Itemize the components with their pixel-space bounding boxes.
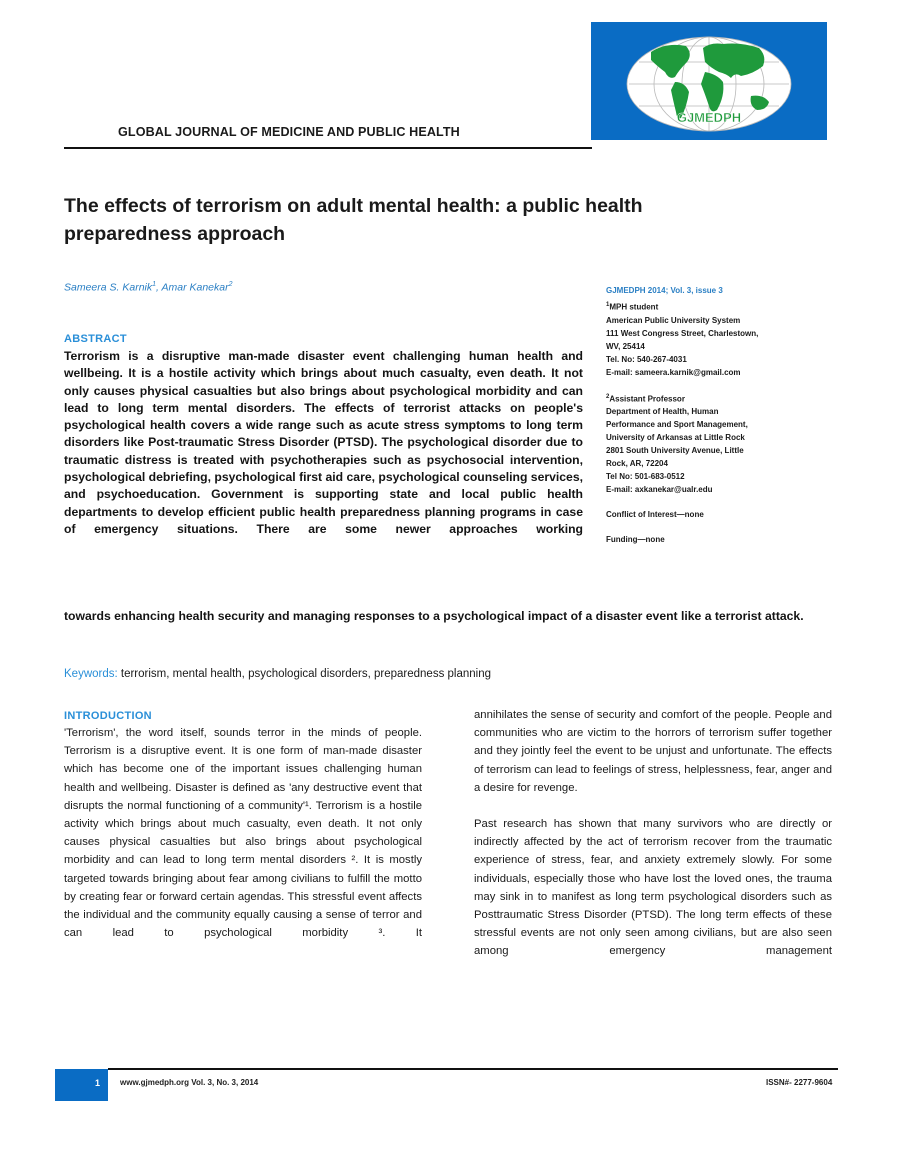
author-affiliation-mark: 1 bbox=[152, 281, 157, 288]
author1-email[interactable]: E-mail: sameera.karnik@gmail.com bbox=[606, 367, 741, 377]
paragraph: annihilates the sense of security and comfort of the people. People and communities who are victim to the horrors of terrorism suffer together and they jointly feel the event to be unjust and unfortunate. The effects of terrorism can lead to feelings of stress, helplessness, fear, anger and a desire for revenge. bbox=[474, 709, 832, 794]
keywords bbox=[64, 668, 491, 680]
keywords-list: terrorism, mental health, psychological disorders, preparedness planning bbox=[117, 668, 491, 680]
page-number: 1 bbox=[94, 1078, 100, 1088]
funding-statement: Funding—none bbox=[606, 535, 665, 545]
volume-issue: GJMEDPH 2014; Vol. 3, issue 3 bbox=[606, 286, 723, 295]
author2-email[interactable]: E-mail: axkanekar@ualr.edu bbox=[606, 485, 713, 495]
author-affiliation-mark: 2 bbox=[228, 281, 233, 288]
affiliation-mark: 1 bbox=[606, 302, 610, 308]
author2-department: Performance and Sport Management, bbox=[606, 420, 748, 430]
abstract-heading: ABSTRACT bbox=[64, 333, 127, 345]
author-name: Amar Kanekar bbox=[161, 281, 229, 294]
affiliation-mark: 2 bbox=[606, 393, 610, 400]
paragraph: 'Terrorism', the word itself, sounds terror in the minds of people. Terrorism is a disruptive event. It is one form of man-made disaster which has become one of the important issues challenging human health and wellbeing. Disaster is defined as 'any destructive event that disrupts the normal functioning of a community'¹. Terrorism is a hostile activity which brings about much casualty, even death. It not only causes physical casualties but also brings about psychological morbidity and can lead to long term mental disorders ². It is mostly targeted towards bringing about fear among civilians to fulfill the motto by creating fear or forward certain agendas. This stressful event affects the individual and the community equally causing a sense of terror and can lead to psychological morbidity ³. It bbox=[64, 727, 422, 940]
author1-address: 111 West Congress Street, Charlestown, bbox=[606, 328, 759, 338]
author2-role: Assistant Professor bbox=[609, 394, 685, 404]
page-number-box bbox=[55, 1069, 108, 1101]
introduction-right-column bbox=[474, 706, 832, 961]
paragraph: Past research has shown that many survivors who are directly or indirectly affected by the act of terrorism recover from the traumatic experience of stress, fear, and anxiety extremely slowly. For some individuals, especially those who have lost the loved ones, the trauma may sink in to manifest as long term psychological disorders such as Posttraumatic Stress Disorder (PTSD). The long term effects of these stressful events are not only seen among civilians, but are also seen among emergency management bbox=[474, 818, 832, 958]
author-separator: , bbox=[156, 281, 162, 294]
introduction-heading: INTRODUCTION bbox=[64, 710, 152, 722]
author2-phone: Tel No: 501-683-0512 bbox=[606, 472, 685, 482]
footer-divider bbox=[108, 1068, 838, 1070]
author1-institution: American Public University System bbox=[606, 315, 741, 325]
author2-address: 2801 South University Avenue, Little bbox=[606, 446, 744, 456]
keywords-label: Keywords: bbox=[64, 668, 118, 680]
author1-address: WV, 25414 bbox=[606, 341, 645, 351]
author1-role: MPH student bbox=[609, 302, 659, 312]
footer-citation[interactable]: www.gjmedph.org Vol. 3, No. 3, 2014 bbox=[120, 1078, 259, 1087]
logo-text: GJMEDPH bbox=[676, 110, 742, 125]
author2-address: Rock, AR, 72204 bbox=[606, 459, 668, 469]
abstract-body-continued: towards enhancing health security and managing responses to a psychological impact of a disaster event like a terrorist attack. bbox=[64, 609, 804, 623]
introduction-left-column bbox=[64, 724, 422, 942]
author-info-sidebar bbox=[606, 284, 836, 546]
author2-institution: University of Arkansas at Little Rock bbox=[606, 433, 745, 443]
globe-logo-icon bbox=[591, 22, 827, 140]
footer-issn: ISSN#- 2277-9604 bbox=[766, 1078, 833, 1087]
author-list bbox=[64, 281, 233, 294]
journal-title: GLOBAL JOURNAL OF MEDICINE AND PUBLIC HEALTH bbox=[118, 125, 460, 139]
journal-logo bbox=[591, 22, 827, 140]
conflict-of-interest: Conflict of Interest—none bbox=[606, 510, 704, 520]
article-title: The effects of terrorism on adult mental health: a public health preparedness approach bbox=[64, 195, 643, 245]
author2-affiliation bbox=[606, 391, 836, 497]
header-divider bbox=[64, 147, 592, 149]
author1-affiliation bbox=[606, 299, 836, 379]
abstract-body: Terrorism is a disruptive man-made disaster event challenging human health and wellbeing. It is a hostile activity which brings about much casualty, even death. It not only causes physical casualties but also brings about psychological morbidity and can lead to long term mental disorders. The effects of terrorist attacks on people's psychological health covers a wide range such as acute stress symptoms to long term disorders like Post-traumatic Stress Disorder (PTSD). The psychological disorder due to traumatic distress is treated with psychotherapies such as psychosocial intervention, psychological debriefing, psychological first aid care, psychological counseling services, and psychoeducation. Government is supporting state and local public health departments to develop efficient public health preparedness planning programs in case of emergency situations. There are some newer approaches working bbox=[64, 349, 583, 536]
author2-department: Department of Health, Human bbox=[606, 407, 719, 417]
author1-phone: Tel. No: 540-267-4031 bbox=[606, 354, 687, 364]
author-name: Sameera S. Karnik bbox=[64, 281, 153, 294]
